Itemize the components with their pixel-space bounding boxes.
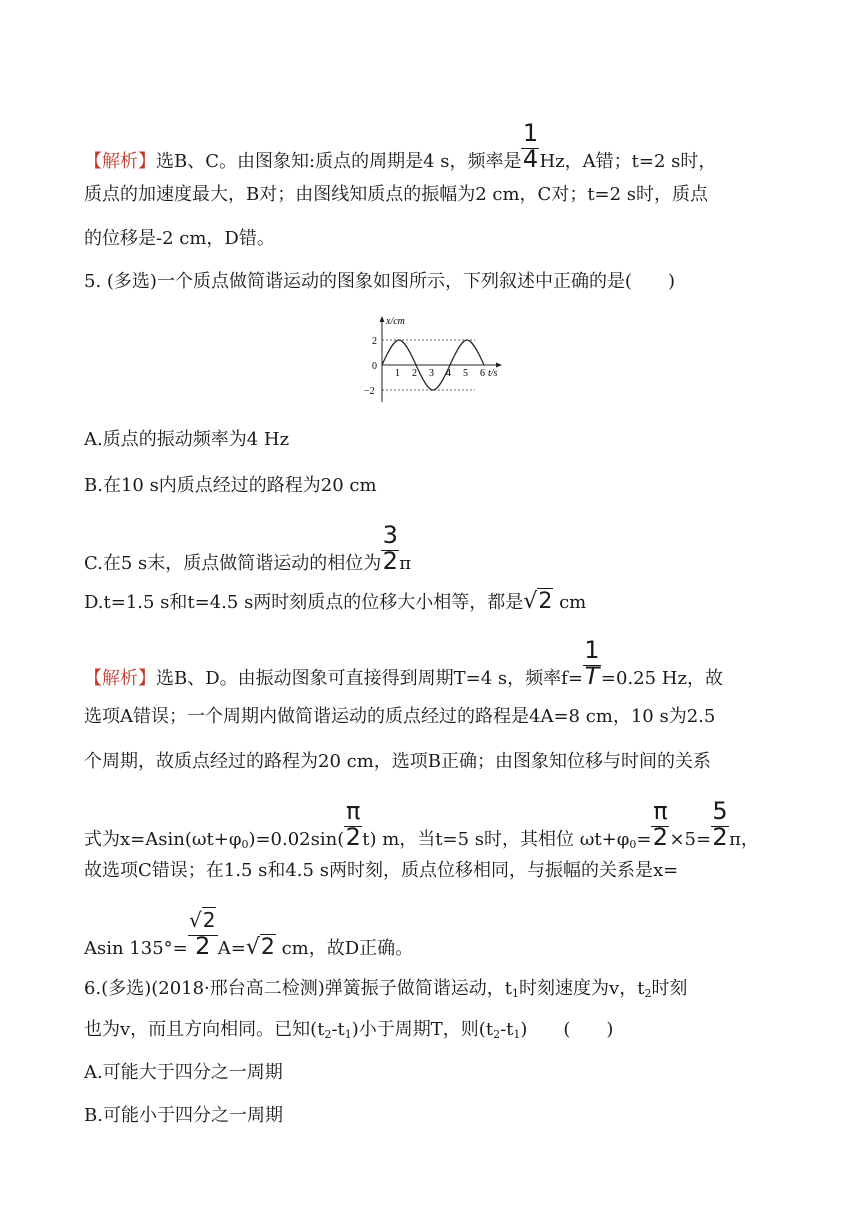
text: )小于周期T，则(t [351, 1019, 494, 1040]
numerator: π [346, 797, 361, 825]
text: t) m，当t=5 s时，其相位 ωt+φ [362, 829, 630, 850]
q6-stem-line-2 [84, 1018, 613, 1047]
y-tick-neg2: −2 [364, 386, 375, 397]
text: -t [500, 1019, 514, 1040]
fraction [381, 521, 399, 575]
radicand: 2 [538, 589, 553, 614]
numerator: 5 [712, 797, 728, 825]
q5-analysis-line-1 [84, 636, 723, 691]
numerator: π [653, 797, 668, 825]
text: π， [729, 829, 759, 850]
analysis-tag: 【解析】 [84, 668, 156, 689]
text: 也为v，而且方向相同。已知(t [84, 1019, 325, 1040]
y-tick-2: 2 [372, 336, 377, 347]
subscript: 1 [512, 987, 520, 1000]
text: 时刻 [651, 978, 688, 999]
denominator: 2 [345, 823, 361, 851]
x-tick-6: 6 [480, 368, 485, 379]
q5-analysis-line-5: 故选项C错误；在1.5 s和4.5 s两时刻，质点位移相同，与振幅的关系是x= [84, 860, 679, 881]
denominator: 2 [195, 932, 211, 960]
text: ×5= [669, 829, 712, 850]
q5-analysis-line-6 [84, 908, 414, 961]
q5-analysis-line-2: 选项A错误；一个周期内做简谐运动的质点经过的路程是4A=8 cm，10 s为2.5 [84, 706, 716, 727]
text: =0.25 Hz，故 [600, 668, 723, 689]
text: π [399, 553, 412, 574]
text: cm [553, 592, 587, 613]
subscript: 0 [241, 838, 249, 851]
radicand: 2 [260, 935, 275, 960]
text: 选B、D。由振动图象可直接得到周期T=4 s，频率f= [156, 668, 583, 689]
fraction [188, 908, 218, 960]
subscript: 2 [493, 1028, 501, 1041]
q6-stem-line-1 [84, 977, 687, 1006]
numerator: 1 [522, 119, 539, 147]
fraction [344, 797, 362, 851]
text: 6.(多选)(2018·邢台高二检测)弹簧振子做简谐运动，t [84, 978, 513, 999]
x-tick-2: 2 [412, 368, 417, 379]
q5-option-d [84, 590, 586, 615]
sqrt: √2 [523, 589, 553, 614]
analysis-tag: 【解析】 [84, 151, 156, 172]
text: cm，故D正确。 [275, 938, 414, 959]
denominator: 2 [652, 823, 669, 851]
q5-stem: 5. (多选)一个质点做简谐运动的图象如图所示，下列叙述中正确的是( ) [84, 271, 675, 292]
text: -t [331, 1019, 345, 1040]
text: A= [217, 938, 246, 959]
subscript: 0 [629, 838, 637, 851]
text: )=0.02sin( [248, 829, 345, 850]
text: C.在5 s末，质点做简谐运动的相位为 [84, 553, 382, 574]
q4-analysis-line-3: 的位移是-2 cm，D错。 [84, 228, 275, 249]
x-tick-3: 3 [429, 368, 434, 379]
sqrt: √2 [245, 935, 275, 960]
text: D.t=1.5 s和t=4.5 s两时刻质点的位移大小相等，都是 [84, 592, 524, 613]
fraction [521, 119, 539, 173]
x-tick-4: 4 [446, 368, 451, 379]
text: Asin 135°= [84, 938, 188, 959]
subscript: 1 [344, 1028, 352, 1041]
text: 时刻速度为v，t [519, 978, 645, 999]
subscript: 1 [513, 1028, 521, 1041]
numerator: 3 [382, 521, 398, 549]
y-axis-label: x/cm [386, 316, 405, 327]
fraction [583, 636, 601, 690]
fraction [651, 797, 669, 851]
denominator: 2 [712, 823, 728, 851]
q5-analysis-line-4 [84, 797, 759, 857]
text: = [636, 829, 652, 850]
text: Hz，A错；t=2 s时， [539, 151, 717, 172]
denominator: T [584, 662, 600, 690]
denominator: 4 [522, 145, 539, 173]
fraction [711, 797, 729, 851]
subscript: 2 [324, 1028, 332, 1041]
numerator: √2 [189, 908, 216, 932]
text: 式为x=Asin(ωt+φ [84, 829, 242, 850]
x-tick-5: 5 [463, 368, 468, 379]
numerator: 1 [584, 636, 600, 664]
text: 选B、C。由图象知:质点的周期是4 s，频率是 [156, 151, 522, 172]
x-tick-1: 1 [395, 368, 400, 379]
q4-analysis-line-2: 质点的加速度最大，B对；由图线知质点的振幅为2 cm，C对；t=2 s时，质点 [84, 184, 709, 205]
y-tick-0: 0 [372, 361, 377, 372]
text: ) ( ) [520, 1019, 614, 1040]
radicand: 2 [202, 908, 216, 932]
subscript: 2 [644, 987, 652, 1000]
q5-option-c [84, 521, 412, 576]
q5-figure [340, 312, 515, 404]
q5-analysis-line-3: 个周期，故质点经过的路程为20 cm，选项B正确；由图象知位移与时间的关系 [84, 751, 711, 772]
q4-analysis-line-1 [84, 119, 717, 174]
denominator: 2 [382, 547, 398, 575]
q5-option-a: A.质点的振动频率为4 Hz [84, 429, 290, 450]
x-axis-label: t/s [488, 368, 498, 379]
q5-option-b: B.在10 s内质点经过的路程为20 cm [84, 475, 377, 496]
q6-option-a: A.可能大于四分之一周期 [84, 1062, 283, 1083]
q6-option-b: B.可能小于四分之一周期 [84, 1105, 283, 1126]
